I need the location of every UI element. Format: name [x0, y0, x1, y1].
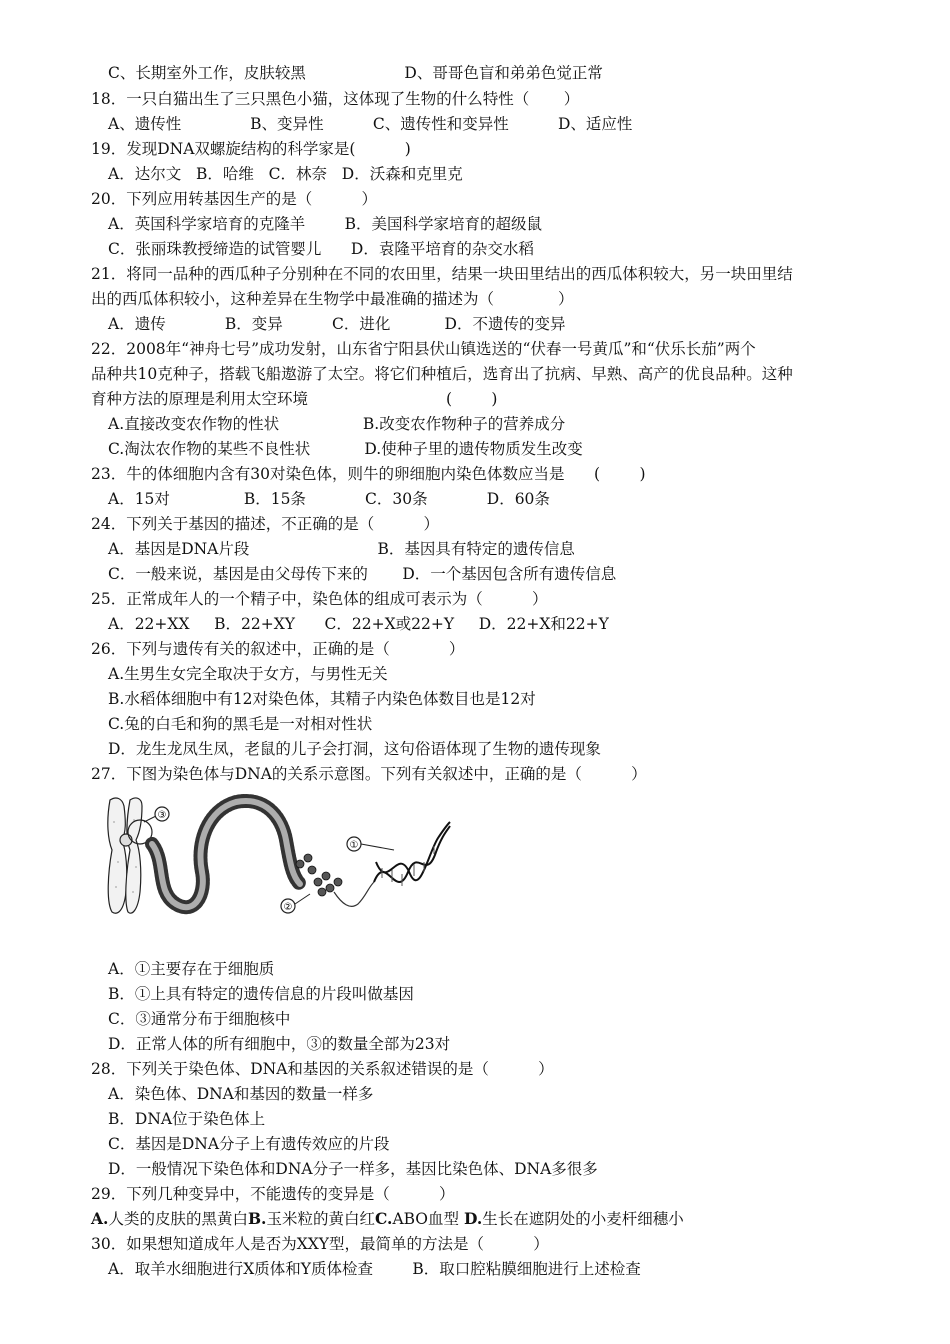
q27-option-c: C．③通常分布于细胞核中: [108, 1010, 291, 1028]
q24-options-cd: C．一般来说，基因是由父母传下来的 D．一个基因包含所有遗传信息: [108, 565, 617, 583]
chromosome-drawing: [108, 798, 142, 913]
q21-options: A．遗传 B．变异 C．进化 D．不遗传的变异: [108, 315, 566, 333]
q30-options-ab: A．取羊水细胞进行X质体和Y质体检查 B．取口腔粘膜细胞进行上述检查: [108, 1260, 641, 1278]
q25-options: A．22+XX B．22+XY C．22+X或22+Y D．22+X和22+Y: [108, 615, 609, 633]
q29-option-d-letter: D.: [463, 1209, 483, 1228]
chromosome-dna-diagram: [96, 792, 456, 922]
q22-options-cd: C.淘汰农作物的某些不良性状 D.使种子里的遗传物质发生改变: [108, 440, 583, 458]
q29-option-a-text: 人类的皮肤的黑黄白: [108, 1210, 248, 1228]
q28-option-d: D．一般情况下染色体和DNA分子一样多，基因比染色体、DNA多很多: [108, 1160, 598, 1178]
q26-option-a: A.生男生女完全取决于女方，与男性无关: [108, 665, 388, 683]
q22-stem-line1: 22．2008年“神舟七号”成功发射，山东省宁阳县伏山镇选送的“伏春一号黄瓜”和“伏乐长茄”两个: [91, 340, 756, 358]
q28-stem: 28．下列关于染色体、DNA和基因的关系叙述错误的是（ ）: [91, 1060, 554, 1078]
label-3: ③: [157, 810, 167, 821]
q27-option-d: D．正常人体的所有细胞中，③的数量全部为23对: [108, 1035, 451, 1053]
label-1-leader: [361, 844, 394, 850]
q27-option-b: B．①上具有特定的遗传信息的片段叫做基因: [108, 985, 414, 1003]
q29-option-c-text: ABO血型: [392, 1210, 460, 1228]
q25-stem: 25．正常成年人的一个精子中，染色体的组成可表示为（ ）: [91, 590, 548, 608]
q23-options: A．15对 B．15条 C．30条 D．60条: [108, 490, 550, 508]
q29-option-a-letter: A.: [91, 1209, 109, 1228]
q18-stem: 18．一只白猫出生了三只黑色小猫，这体现了生物的什么特性（ ）: [91, 90, 580, 108]
q26-option-b: B.水稻体细胞中有12对染色体，其精子内染色体数目也是12对: [108, 690, 536, 708]
label-2-leader: [295, 894, 310, 904]
nucleosome-beads: [296, 854, 342, 896]
q19-stem: 19．发现DNA双螺旋结构的科学家是( ): [91, 140, 411, 158]
q30-stem: 30．如果想知道成年人是否为XXY型，最简单的方法是（ ）: [91, 1235, 549, 1253]
q19-options: A．达尔文 B．哈维 C．林奈 D．沃森和克里克: [108, 165, 463, 183]
q21-stem-line1: 21．将同一品种的西瓜种子分别种在不同的农田里，结果一块田里结出的西瓜体积较大，另一块田里结: [91, 265, 793, 283]
q17-options-cd: C、长期室外工作，皮肤较黑 D、哥哥色盲和弟弟色觉正常: [108, 64, 603, 82]
q29-option-b-text: 玉米粒的黄白红: [266, 1210, 375, 1228]
q27-option-a: A．①主要存在于细胞质: [108, 960, 275, 978]
q26-option-c: C.兔的白毛和狗的黑毛是一对相对性状: [108, 715, 373, 733]
q28-option-a: A．染色体、DNA和基因的数量一样多: [108, 1085, 374, 1103]
q29-option-d-text: 生长在遮阴处的小麦杆细穗小: [482, 1210, 684, 1228]
q29-stem: 29．下列几种变异中，不能遗传的变异是（ ）: [91, 1185, 455, 1203]
q20-stem: 20．下列应用转基因生产的是（ ）: [91, 190, 377, 208]
q29-option-c-letter: C.: [374, 1209, 393, 1228]
q22-stem-line3: 育种方法的原理是利用太空环境 ( ): [91, 390, 498, 408]
q29-options: [91, 1208, 684, 1230]
q24-options-ab: A．基因是DNA片段 B．基因具有特定的遗传信息: [108, 540, 575, 558]
q21-stem-line2: 出的西瓜体积较小，这种差异在生物学中最准确的描述为（ ）: [91, 290, 574, 308]
q26-stem: 26．下列与遗传有关的叙述中，正确的是（ ）: [91, 640, 465, 658]
q22-stem-line2: 品种共10克种子，搭载飞船遨游了太空。将它们种植后，选育出了抗病、早熟、高产的优良品种。这种: [91, 365, 793, 383]
q28-option-b: B．DNA位于染色体上: [108, 1110, 266, 1128]
q23-stem: 23．牛的体细胞内含有30对染色体，则牛的卵细胞内染色体数应当是 ( ): [91, 465, 646, 483]
label-2: ②: [283, 902, 293, 913]
q24-stem: 24．下列关于基因的描述，不正确的是（ ）: [91, 515, 439, 533]
q26-option-d: D．龙生龙凤生凤，老鼠的儿子会打洞，这句俗语体现了生物的遗传现象: [108, 740, 601, 758]
q22-options-ab: A.直接改变农作物的性状 B.改变农作物种子的营养成分: [108, 415, 566, 433]
q20-options-ab: A．英国科学家培育的克隆羊 B．美国科学家培育的超级鼠: [108, 215, 543, 233]
dna-double-helix: [374, 822, 450, 882]
q29-option-b-letter: B.: [247, 1209, 267, 1228]
q28-option-c: C．基因是DNA分子上有遗传效应的片段: [108, 1135, 390, 1153]
q27-stem: 27．下图为染色体与DNA的关系示意图。下列有关叙述中，正确的是（ ）: [91, 765, 647, 783]
q18-options: A、遗传性 B、变异性 C、遗传性和变异性 D、适应性: [108, 115, 633, 133]
label-1: ①: [349, 840, 359, 851]
q20-options-cd: C．张丽珠教授缔造的试管婴儿 D．袁隆平培育的杂交水稻: [108, 240, 534, 258]
